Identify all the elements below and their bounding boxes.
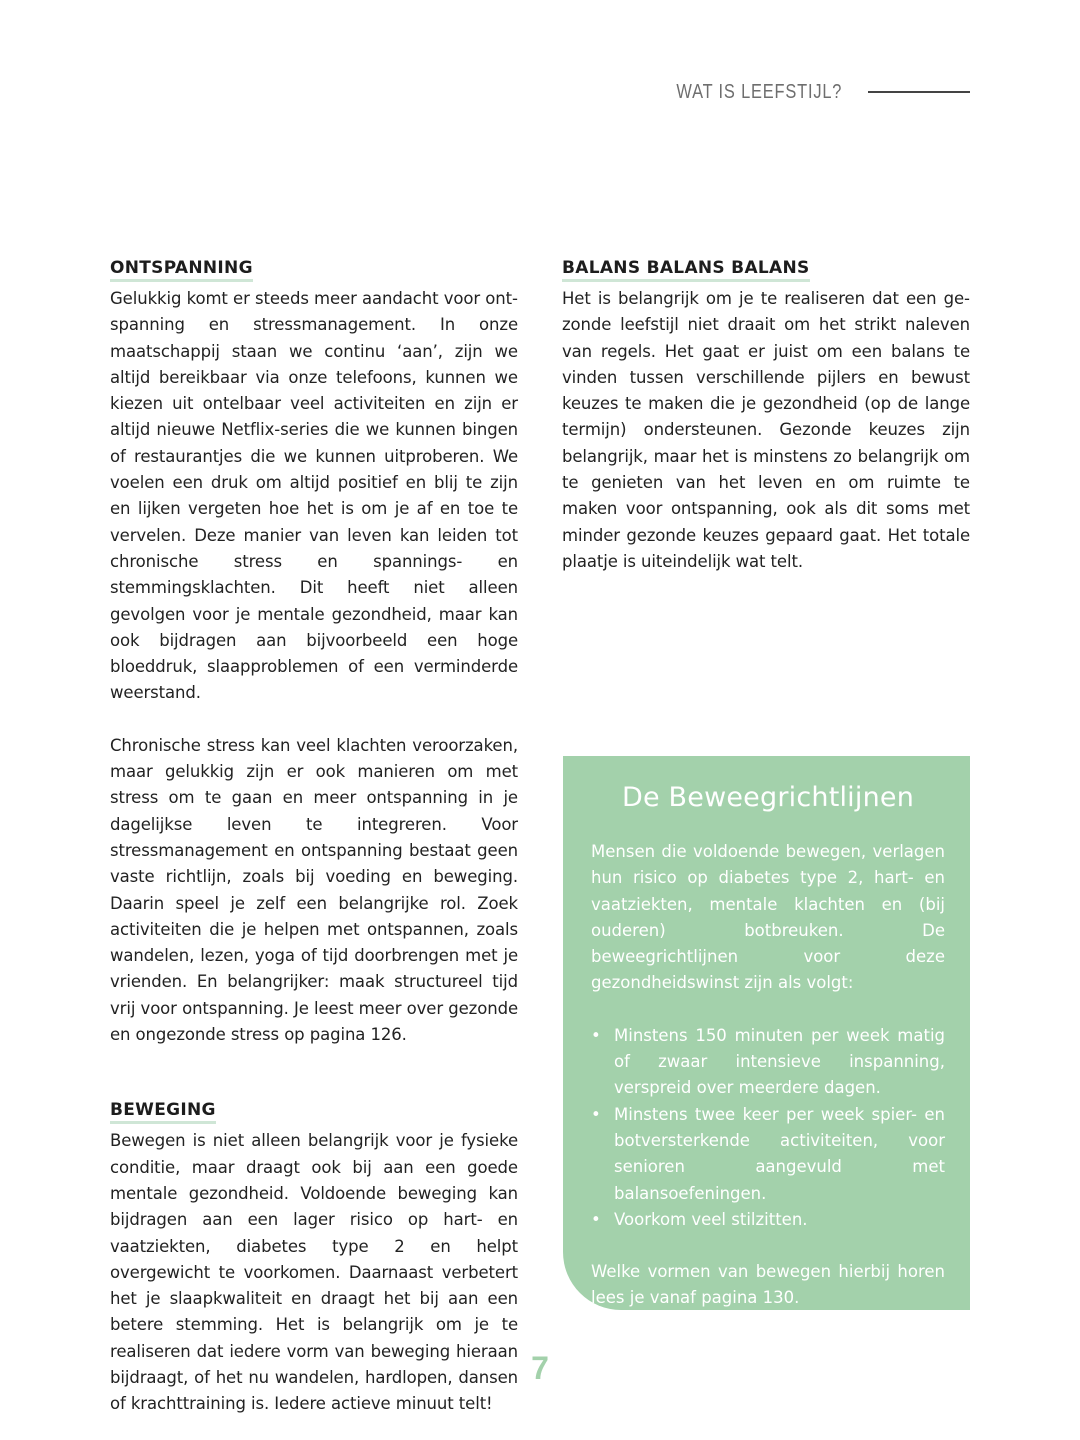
section-heading-ontspanning: ONTSPANNING <box>110 258 253 282</box>
beweging-paragraph: Bewegen is niet alleen belangrijk voor je fysieke conditie, maar draagt ook bij aan een goede mentale gezondheid. Voldoende beweging kan bijdragen aan een lager risico op hart- en vaatziekten, diabetes type 2 en helpt overgewicht te voorkomen. Daarnaast verbetert het je slaapkwaliteit en draagt het bij aan een betere stemming. Het is belangrijk om je te realiseren dat iedere vorm van beweging hieraan bijdraagt, of het nu wandelen, hardlopen, dansen of krachttraining is. Iedere actieve minuut telt! <box>110 1131 518 1414</box>
list-item <box>591 1102 945 1207</box>
section-heading-beweging: BEWEGING <box>110 1100 216 1124</box>
box-title: De Beweegrichtlijnen <box>621 782 915 813</box>
box-intro: Mensen die voldoende bewegen, verlagen hun risico op diabetes type 2, hart- en vaatziekten, mentale klachten en (bij ouderen) botbreuken. De beweegrichtlijnen voor deze gezondheidswinst zijn als volgt: <box>591 842 945 993</box>
ontspanning-paragraph-2: Chronische stress kan veel klachten veroorzaken, maar gelukkig zijn er ook manieren om met stress om te gaan en meer ontspanning in je dagelijkse leven te integreren. Voor stressmanagement en ontspanning bestaat geen vaste richtlijn, zoals bij voeding en beweging. Daarin speel je zelf een belangrijke rol. Zoek activiteiten die je helpen met ontspannen, zoals wandelen, lezen, yoga of tijd doorbrengen met je vrienden. En belangrijker: maak structureel tijd vrij voor ontspanning. Je leest meer over gezonde en ongezonde stress op pagina 126. <box>110 735 518 1045</box>
running-header-title: WAT IS LEEFSTIJL? <box>676 80 843 103</box>
section-heading-balans: BALANS BALANS BALANS <box>562 258 810 282</box>
paragraph-gap <box>110 707 518 733</box>
bullet-icon: • <box>591 1025 601 1045</box>
list-item-text: Voorkom veel stilzitten. <box>614 1209 808 1229</box>
list-item-text: Minstens 150 minuten per week matig of zwaar intensieve inspanning, verspreid over meerdere dagen. <box>614 1025 945 1098</box>
bullet-icon: • <box>591 1209 601 1229</box>
running-header <box>640 78 970 106</box>
bullet-icon: • <box>591 1104 601 1124</box>
list-item <box>591 1023 945 1102</box>
list-item-text: Minstens twee keer per week spier- en botversterkende activiteiten, voor senioren aangevuld met balansoefeningen. <box>614 1104 945 1203</box>
ontspanning-paragraph-1: Gelukkig komt er steeds meer aandacht voor ontspanning en stressmanagement. In onze maatschappij staan we continu ‘aan’, zijn we altijd bereikbaar via onze telefoons, kunnen we kiezen uit ontelbaar veel activiteiten en zijn er altijd nieuwe Netflix-series die we kunnen bingen of restaurantjes die we kunnen uitproberen. We voelen een druk om altijd positief en blij te zijn en lijken vergeten hoe het is om je af en toe te vervelen. Deze manier van leven kan leiden tot chronische stress en spannings- en stemmingsklachten. Dit heeft niet alleen gevolgen voor je mentale gezondheid, maar kan ook bijdragen aan bijvoorbeeld een hoge bloeddruk, slaapproblemen of een verminderde weerstand. <box>110 289 518 703</box>
balans-paragraph: Het is belangrijk om je te realiseren dat een gezonde leefstijl niet draait om het strikt naleven van regels. Het gaat er juist om een balans te vinden tussen verschillende pijlers en bewust keuzes te maken die je gezondheid (op de lange termijn) ondersteunen. Gezonde keuzes zijn belangrijk, maar het is minstens zo belangrijk om te genieten van het leven en om ruimte te maken voor ontspanning, ook als dit soms met minder gezonde keuzes gepaard gaat. Het totale plaatje is uiteindelijk wat telt. <box>562 289 970 571</box>
page-number: 7 <box>531 1350 549 1386</box>
running-header-rule <box>868 91 970 93</box>
right-column <box>562 258 970 575</box>
section-gap <box>110 1048 518 1100</box>
list-item <box>591 1207 945 1233</box>
left-column <box>110 258 518 1418</box>
guideline-list <box>591 1023 945 1233</box>
beweegrichtlijnen-box <box>563 756 970 1310</box>
box-outro: Welke vormen van bewegen hierbij horen lees je vanaf pagina 130. <box>591 1262 945 1308</box>
